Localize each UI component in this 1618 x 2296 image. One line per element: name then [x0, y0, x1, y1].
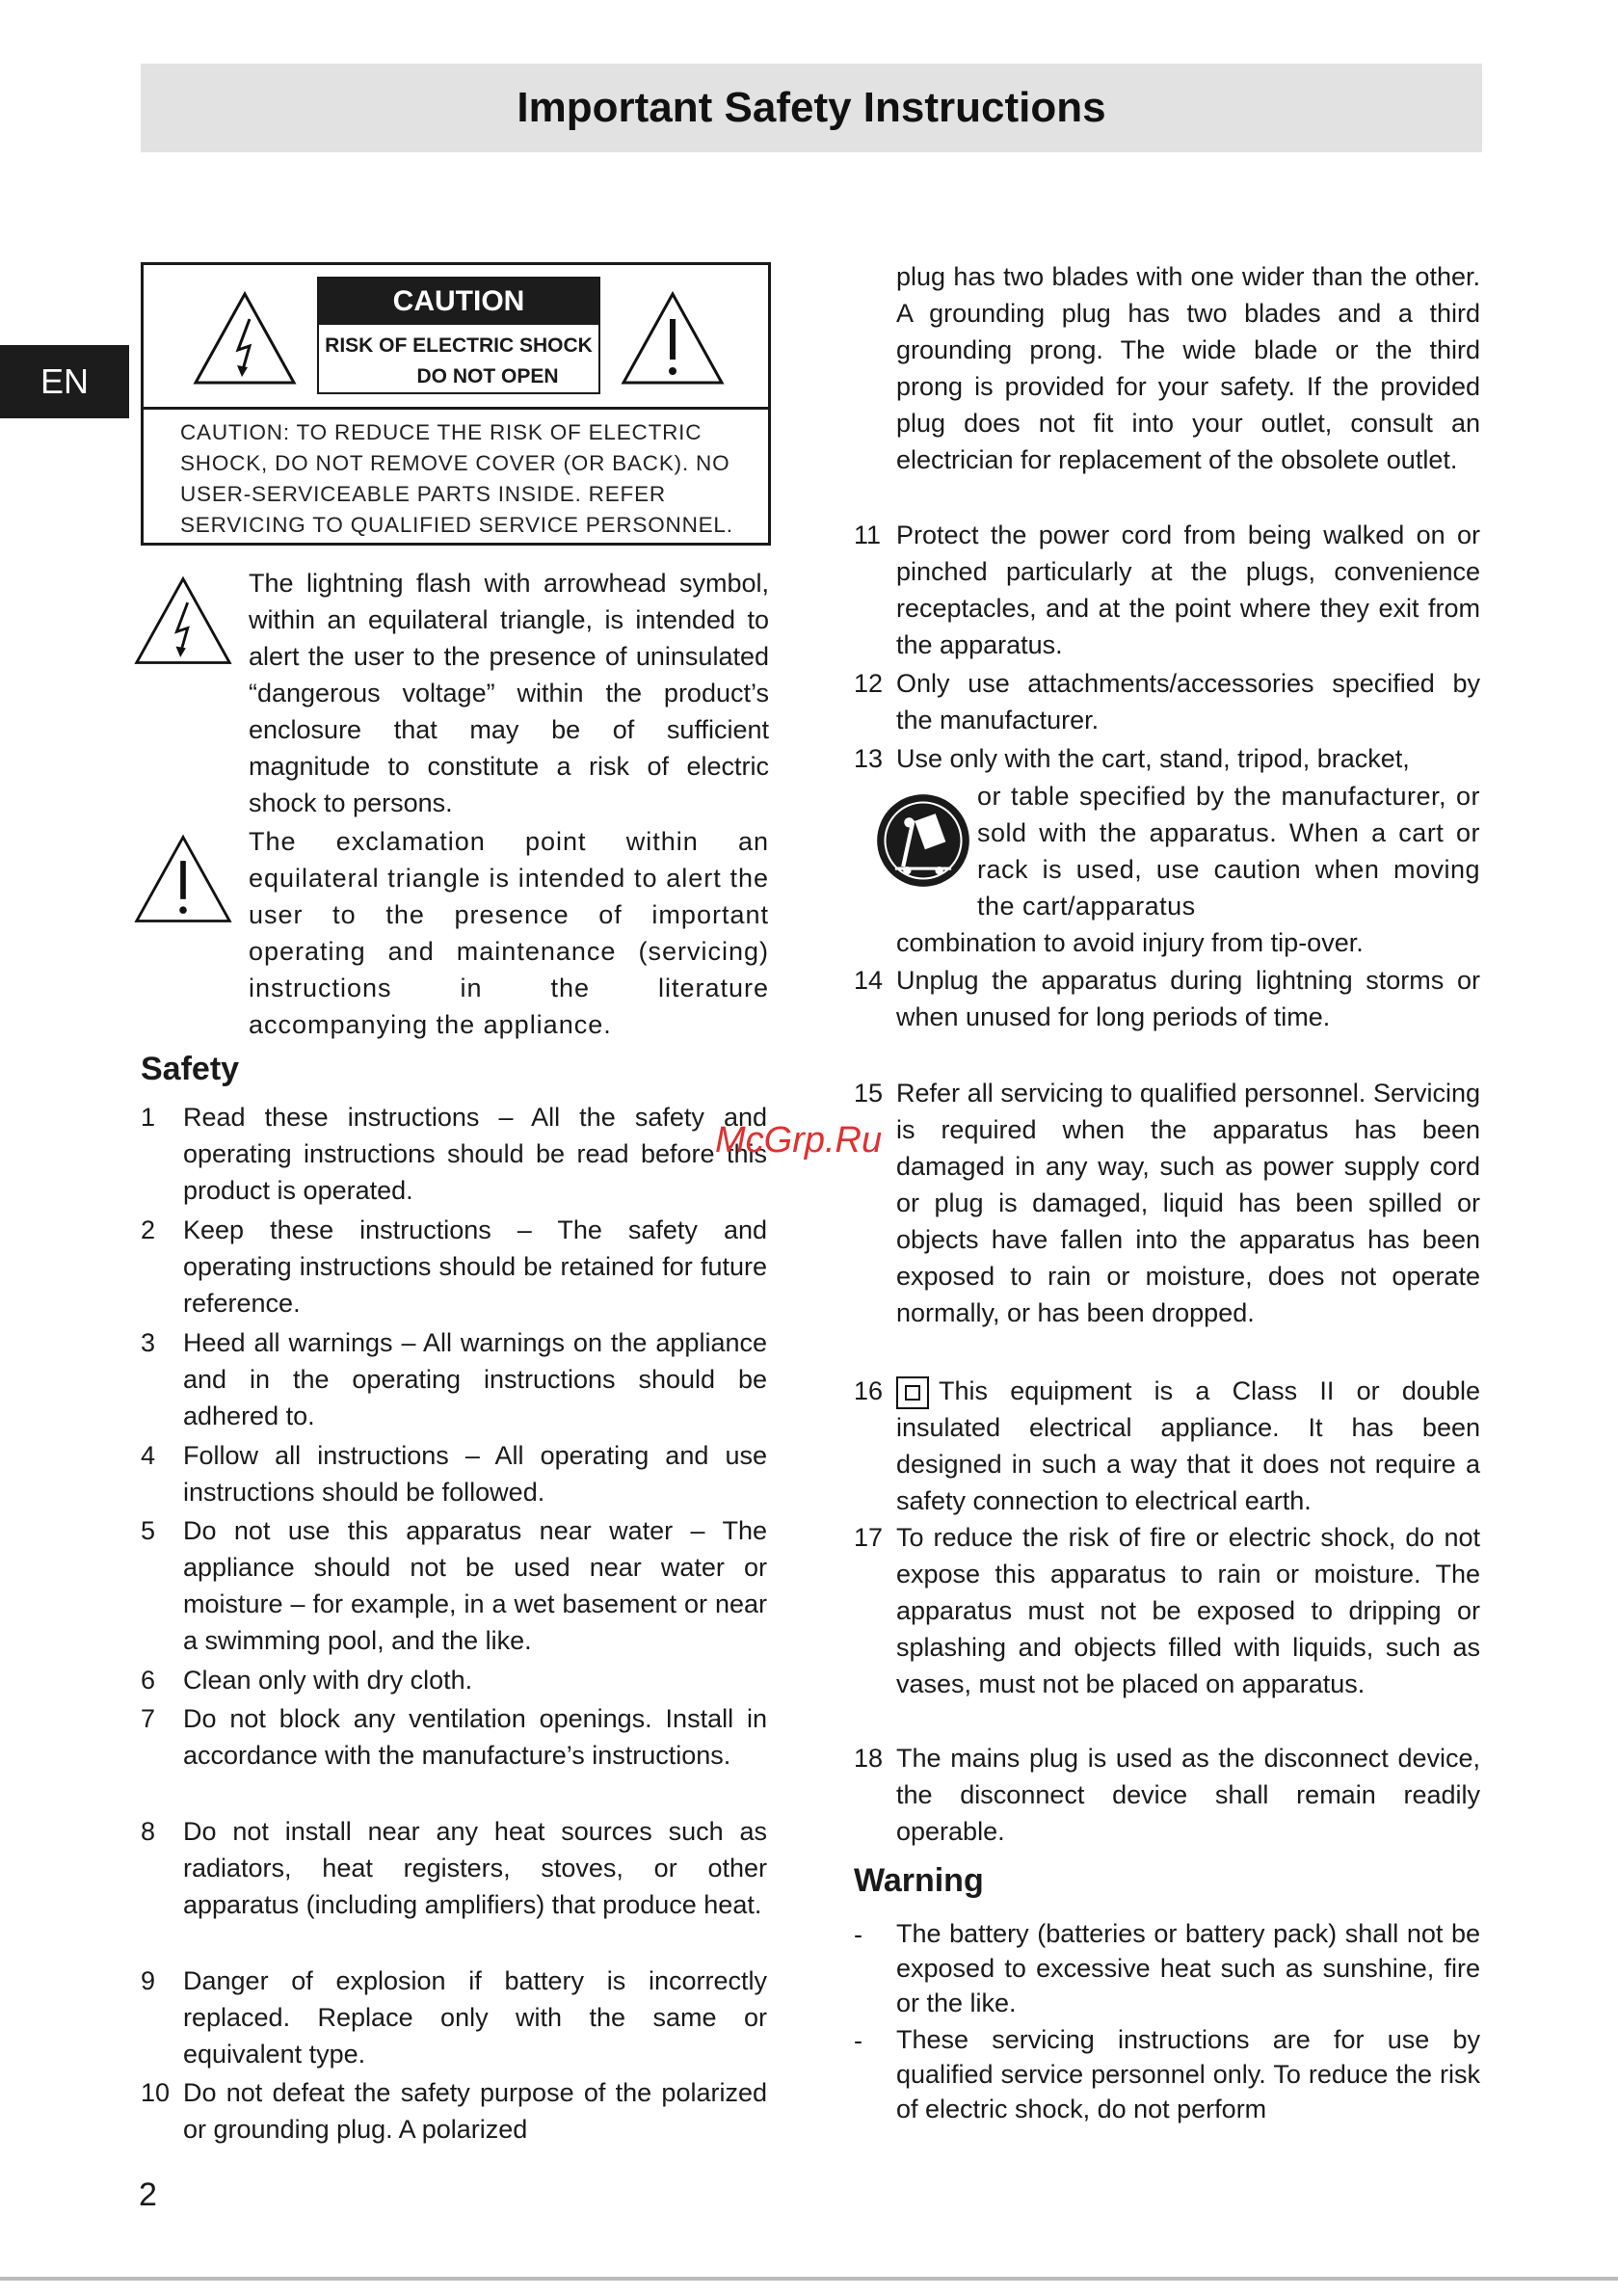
exclamation-symbol-block — [133, 823, 771, 1045]
item-text: Unplug the apparatus during lightning storms or when unused for long periods of time. — [896, 966, 1480, 1031]
safety-item — [854, 962, 1480, 1035]
item-13-continuation: or table specified by the manufacturer, or sold with the apparatus. When a cart or rack is used, use caution when moving the cart/apparatus — [977, 782, 1480, 921]
safety-item — [854, 665, 1480, 738]
item-number: 2 — [141, 1215, 156, 1244]
item-number: 8 — [141, 1817, 156, 1846]
bottom-divider — [0, 2277, 1618, 2281]
safety-item — [854, 740, 1480, 777]
item-number: 15 — [854, 1079, 884, 1108]
item-13-end: combination to avoid injury from tip-over. — [896, 928, 1364, 957]
item-number: 12 — [854, 669, 884, 698]
safety-item — [141, 1212, 767, 1322]
caution-title: CAUTION — [319, 279, 598, 325]
safety-item — [141, 2074, 767, 2148]
safety-heading: Safety — [141, 1051, 240, 1087]
caution-label — [317, 277, 600, 394]
item-text: Read these instructions – All the safety and operating instructions should be read before this product is operated. — [183, 1103, 767, 1205]
bullet: - — [854, 2026, 862, 2055]
watermark: McGrp.Ru — [715, 1120, 883, 1161]
lightning-warning-icon — [192, 290, 298, 387]
safety-item — [854, 1740, 1480, 1850]
item-text: Clean only with dry cloth. — [183, 1666, 473, 1695]
safety-item — [141, 1324, 767, 1434]
item-text: Follow all instructions – All operating and use instructions should be followed. — [183, 1441, 767, 1507]
item-number: 9 — [141, 1966, 156, 1995]
item-10-continuation: plug has two blades with one wider than the other. A grounding plug has two blades and a third grounding prong. The wide blade or the third prong is provided for your safety. If the provided plug does not fit into your outlet, consult an electrician for replacement of the obsolete outlet. — [896, 262, 1480, 474]
caution-box — [141, 262, 771, 546]
safety-item — [141, 1437, 767, 1510]
item-text: The battery (batteries or battery pack) shall not be exposed to excessive heat such as sunshine, fire or the like. — [896, 1919, 1480, 2017]
safety-item — [141, 1099, 767, 1209]
warning-heading: Warning — [854, 1862, 984, 1899]
item-number: 1 — [141, 1103, 156, 1132]
item-text: Do not use this apparatus near water – The appliance should not be used near water or moisture – for example, in a wet basement or near a swimming pool, and the like. — [183, 1516, 767, 1655]
caution-text: CAUTION: TO REDUCE THE RISK OF ELECTRIC SHOCK, DO NOT REMOVE COVER (OR BACK). NO USER-SERVICEABLE PARTS INSIDE. REFER SERVICING TO QUALIFIED SERVICE PERSONNEL. — [180, 420, 733, 537]
item-text: Heed all warnings – All warnings on the appliance and in the operating instructions should be adhered to. — [183, 1328, 767, 1430]
safety-item — [854, 1075, 1480, 1331]
safety-item — [854, 1373, 1480, 1519]
item-text: Use only with the cart, stand, tripod, bracket, — [896, 744, 1410, 773]
warning-item — [854, 1916, 1480, 2020]
item-number: 6 — [141, 1666, 156, 1695]
language-tab: EN — [0, 345, 129, 418]
item-number: 11 — [854, 521, 882, 549]
safety-item — [854, 517, 1480, 663]
exclamation-symbol-text: The exclamation point within an equilateral triangle is intended to alert the user to the presence of important operating and maintenance (servicing) instructions in the literature accompanying the appliance. — [249, 827, 769, 1039]
item-number: 18 — [854, 1744, 884, 1773]
item-text: Protect the power cord from being walked on or pinched particularly at the plugs, convenience receptacles, and at the point where they exit from the apparatus. — [896, 521, 1480, 659]
lightning-triangle-icon — [133, 574, 233, 667]
item-text: Do not defeat the safety purpose of the polarized or grounding plug. A polarized — [183, 2078, 767, 2144]
item-number: 5 — [141, 1516, 156, 1545]
item-text: Do not block any ventilation openings. Install in accordance with the manufacture’s instructions. — [183, 1704, 767, 1770]
lightning-symbol-block — [133, 565, 771, 825]
item-number: 7 — [141, 1704, 156, 1733]
exclamation-warning-icon — [620, 290, 726, 387]
exclamation-triangle-icon — [133, 833, 233, 925]
page-title: Important Safety Instructions — [517, 84, 1106, 131]
caution-risk-text: RISK OF ELECTRIC SHOCK — [325, 334, 593, 357]
cart-tip-over-icon — [873, 790, 973, 891]
page-number: 2 — [139, 2176, 157, 2213]
item-text: Refer all servicing to qualified personnel. Servicing is required when the apparatus has been damaged in any way, such as power supply cord or plug is damaged, liquid has been spilled or objects have fallen into the apparatus has been exposed to rain or moisture, does not operate normally, or has been dropped. — [896, 1079, 1480, 1327]
item-text: These servicing instructions are for use by qualified service personnel only. To reduce the risk of electric shock, do not perform — [896, 2025, 1480, 2123]
caution-do-not-open-text: DO NOT OPEN — [416, 365, 559, 387]
item-text: Keep these instructions – The safety and operating instructions should be retained for future reference. — [183, 1215, 767, 1318]
item-text: Only use attachments/accessories specified by the manufacturer. — [896, 669, 1480, 734]
warning-item — [854, 2022, 1480, 2126]
item-text: Do not install near any heat sources such as radiators, heat registers, stoves, or other apparatus (including amplifiers) that produce heat. — [183, 1817, 767, 1919]
class-ii-double-insulation-icon — [896, 1376, 929, 1409]
bullet: - — [854, 1920, 862, 1949]
item-number: 16 — [854, 1376, 884, 1405]
safety-item — [141, 1700, 767, 1774]
item-text: To reduce the risk of fire or electric shock, do not expose this apparatus to rain or moisture. The apparatus must not be exposed to dripping or splashing and objects filled with liquids, such as vases, must not be placed on apparatus. — [896, 1523, 1480, 1698]
safety-item — [141, 1813, 767, 1923]
item-number: 17 — [854, 1523, 884, 1552]
item-number: 14 — [854, 966, 884, 995]
item-text: The mains plug is used as the disconnect device, the disconnect device shall remain readily operable. — [896, 1744, 1480, 1846]
item-text: This equipment is a Class II or double insulated electrical appliance. It has been designed in such a way that it does not require a safety connection to electrical earth. — [896, 1376, 1480, 1515]
item-number: 3 — [141, 1328, 156, 1357]
item-number: 13 — [854, 744, 884, 773]
safety-item — [141, 1662, 767, 1698]
item-text: Danger of explosion if battery is incorrectly replaced. Replace only with the same or equivalent type. — [183, 1966, 767, 2069]
item-number: 10 — [141, 2078, 171, 2107]
item-number: 4 — [141, 1441, 156, 1470]
lightning-symbol-text: The lightning flash with arrowhead symbol, within an equilateral triangle, is intended to alert the user to the presence of uninsulated “dangerous voltage” within the product’s enclosure that may be of sufficient magnitude to constitute a risk of electric shock to persons. — [249, 569, 769, 817]
page-header — [141, 64, 1482, 152]
safety-item — [141, 1512, 767, 1659]
safety-item — [141, 1962, 767, 2072]
safety-item — [854, 1519, 1480, 1702]
